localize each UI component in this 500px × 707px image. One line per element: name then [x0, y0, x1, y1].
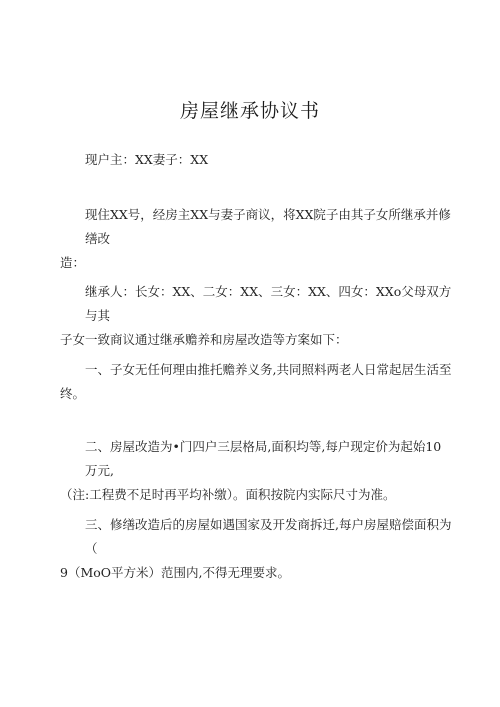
document-title: 房屋继承协议书: [179, 100, 320, 122]
paragraph-line: 一、子女无任何理由推托赡养义务,共同照料两老人日常起居生活至: [85, 362, 452, 377]
paragraph-clause-2: [60, 435, 452, 507]
paragraph-line: （注:工程费不足时再平均补缴）。面积按院内实际尺寸为准。: [60, 487, 396, 502]
paragraph-line: 子女一致商议通过继承赡养和房屋改造等方案如下：: [60, 332, 348, 347]
paragraph-line: 造：: [60, 255, 86, 270]
paragraph-line: 三、修缮改造后的房屋如遇国家及开发商拆迁,每户房屋赔偿面积为（: [85, 517, 452, 556]
paragraph-line: 现户主：XX妻子：XX: [85, 152, 209, 167]
paragraph-address: [60, 203, 452, 275]
paragraph-clause-3: [60, 513, 452, 585]
paragraph-line: 继承人：长女：XX、二女：XX、三女：XX、四女：XXo父母双方与其: [85, 284, 452, 323]
paragraph-householder: [60, 148, 452, 172]
paragraph-line: 9（MoO平方米）范围内,不得无理要求。: [60, 565, 290, 580]
paragraph-line: 终。: [60, 386, 86, 401]
paragraph-line: 二、房屋改造为•门四户三层格局,面积均等,每户现定价为起始10万元,: [85, 439, 442, 478]
paragraph-line: 现住XX号，经房主XX与妻子商议，将XX院子由其子女所继承并修缮改: [85, 207, 451, 246]
paragraph-heirs: [60, 280, 452, 352]
paragraph-clause-1: [60, 358, 452, 406]
